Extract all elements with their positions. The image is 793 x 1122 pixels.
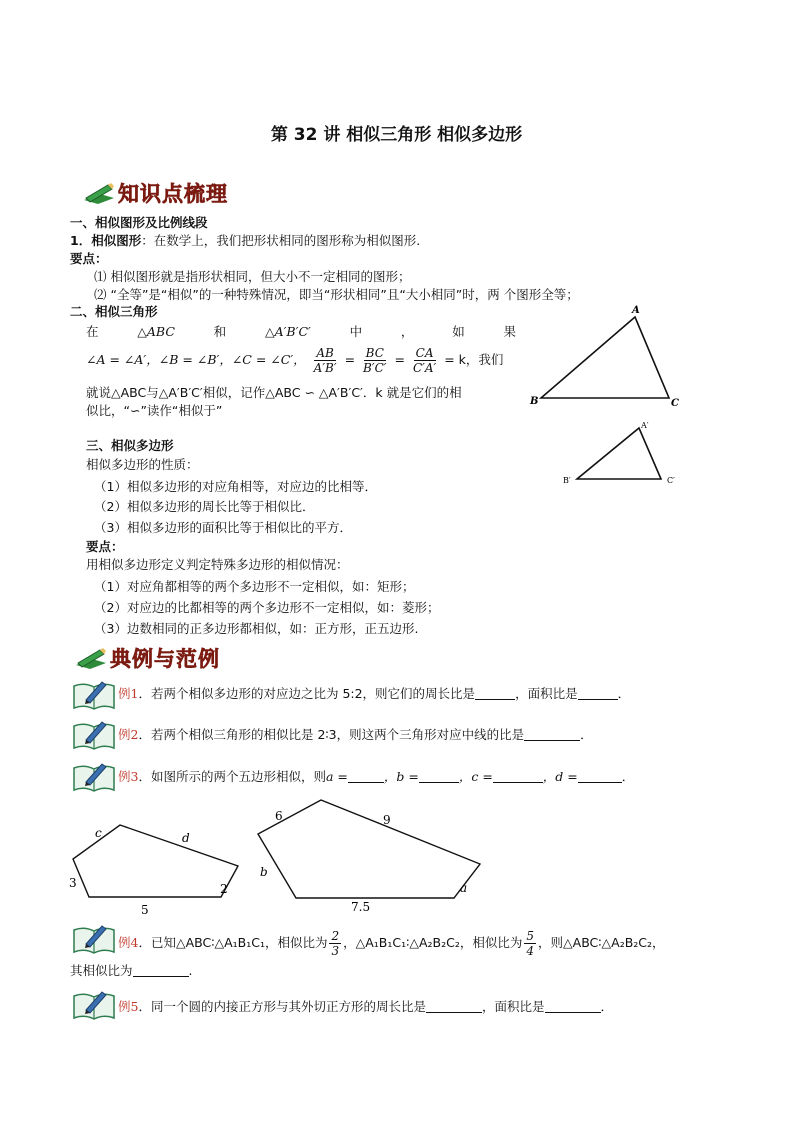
example-4 bbox=[118, 928, 665, 958]
numerator: 5 bbox=[526, 929, 535, 943]
label-d: d bbox=[182, 831, 190, 845]
section3-key1: （1）对应角都相等的两个多边形不一定相似，如：矩形； bbox=[94, 579, 415, 594]
example-text: ．同一个圆的内接正方形与其外切正方形的周长比是 bbox=[138, 999, 426, 1014]
label-c: c bbox=[95, 826, 102, 840]
example-word: 例 bbox=[118, 686, 131, 701]
similar-triangles-figure bbox=[525, 300, 700, 500]
example-text: ． bbox=[621, 769, 635, 784]
example-label bbox=[118, 999, 138, 1014]
answer-blank[interactable] bbox=[426, 999, 482, 1013]
example-4-line2 bbox=[70, 962, 193, 980]
section3-prop1: （1）相似多边形的对应角相等，对应边的比相等． bbox=[94, 479, 377, 494]
example-word: 例 bbox=[118, 769, 131, 784]
vertex-label-b: B bbox=[530, 396, 539, 407]
section3-props: 相似多边形的性质： bbox=[86, 457, 199, 472]
angle-equalities: ∠A = ∠A′，∠B = ∠B′，∠C = ∠C′， bbox=[86, 352, 306, 367]
example-word: 例 bbox=[118, 727, 131, 742]
definition-label: 1．相似图形 bbox=[70, 233, 142, 248]
word: 在 bbox=[86, 324, 99, 339]
word: 和 bbox=[213, 324, 227, 339]
example-text: ． bbox=[617, 686, 631, 701]
vertex-label-c: C bbox=[671, 398, 679, 409]
open-book-pencil-icon bbox=[72, 760, 116, 792]
example-number: 1 bbox=[130, 686, 139, 701]
answer-blank[interactable] bbox=[475, 686, 515, 700]
fraction-ca bbox=[411, 346, 438, 375]
example-number: 4 bbox=[130, 935, 139, 950]
knowledge-banner bbox=[82, 178, 262, 208]
open-book-pencil-icon bbox=[72, 988, 116, 1020]
example-text: ，则△ABC∶△A₂B₂C₂， bbox=[538, 935, 665, 950]
answer-blank[interactable] bbox=[578, 686, 618, 700]
definition-text: ：在数学上，我们把形状相同的图形称为相似图形. bbox=[141, 233, 421, 248]
answer-blank[interactable] bbox=[493, 769, 543, 783]
numerator: AB bbox=[316, 346, 334, 360]
answer-blank[interactable] bbox=[578, 769, 622, 783]
equals-k-text: = k，我们 bbox=[444, 352, 504, 367]
label-9: 9 bbox=[383, 813, 391, 827]
open-book-pencil-icon bbox=[72, 678, 116, 710]
example-1 bbox=[118, 685, 630, 703]
section3-intro: 用相似多边形定义判定特殊多边形的相似情况： bbox=[86, 557, 349, 572]
word: 中 bbox=[349, 324, 363, 339]
section3-heading: 三、相似多边形 bbox=[86, 438, 174, 453]
equals-sign: = bbox=[344, 352, 356, 367]
pencil-book-icon bbox=[82, 182, 116, 206]
open-book-pencil-icon bbox=[72, 922, 116, 954]
example-text: ．如图所示的两个五边形相似，则 bbox=[138, 769, 326, 784]
section2-line3: 就说△ABC与△A′B′C′相似，记作△ABC ∽ △A′B′C′．k 就是它们的相 bbox=[86, 385, 462, 400]
section2-heading: 二、相似三角形 bbox=[70, 304, 158, 319]
section3-prop2: （2）相似多边形的周长比等于相似比． bbox=[94, 499, 315, 514]
section1-point1: ⑴ 相似图形就是指形状相同，但大小不一定相同的图形； bbox=[94, 269, 411, 284]
equals-sign: = bbox=[394, 352, 405, 367]
section3-key2: （2）对应边的比都相等的两个多边形不一定相似，如：菱形； bbox=[94, 600, 440, 615]
denominator: C′A′ bbox=[412, 361, 437, 375]
denominator: A′B′ bbox=[313, 361, 337, 375]
section1-key-label: 要点： bbox=[70, 251, 108, 266]
denominator: B′C′ bbox=[363, 361, 387, 375]
label-2: 2 bbox=[220, 882, 228, 896]
example-text: ，△A₁B₁C₁∶△A₂B₂C₂，相似比为 bbox=[343, 935, 523, 950]
triangle-abc: △ABC bbox=[137, 324, 175, 339]
example-label bbox=[118, 935, 138, 950]
example-text: ． bbox=[600, 999, 614, 1014]
answer-blank[interactable] bbox=[524, 727, 580, 741]
example-text: ．已知△ABC∶△A₁B₁C₁，相似比为 bbox=[138, 935, 328, 950]
right-pentagon bbox=[258, 800, 480, 898]
example-2 bbox=[118, 726, 593, 744]
vertex-label-a: A bbox=[632, 305, 640, 316]
variable-d: ，d = bbox=[542, 769, 578, 784]
section1-heading: 一、相似图形及比例线段 bbox=[70, 215, 208, 230]
variable-b: ，b = bbox=[383, 769, 419, 784]
similar-pentagons-figure bbox=[62, 796, 492, 918]
variable-a: a = bbox=[325, 769, 348, 784]
example-text: ，面积比是 bbox=[515, 686, 578, 701]
section3-key-label: 要点： bbox=[86, 539, 124, 554]
word: 如 bbox=[452, 324, 465, 339]
answer-blank[interactable] bbox=[419, 769, 459, 783]
numerator: BC bbox=[365, 346, 384, 360]
section2-line1 bbox=[86, 323, 516, 341]
answer-blank[interactable] bbox=[348, 769, 384, 783]
variable-c: ，c = bbox=[458, 769, 493, 784]
word: ， bbox=[400, 324, 414, 339]
example-text: ．若两个相似三角形的相似比是 2∶3，则这两个三角形对应中线的比是 bbox=[138, 727, 525, 742]
page-title: 第 32 讲 相似三角形 相似多边形 bbox=[270, 125, 523, 145]
example-text: ，面积比是 bbox=[481, 999, 545, 1014]
denominator: 3 bbox=[331, 944, 340, 958]
example-word: 例 bbox=[118, 935, 131, 950]
example-number: 5 bbox=[130, 999, 139, 1014]
example-label bbox=[118, 727, 138, 742]
example-label bbox=[118, 769, 138, 784]
label-b: b bbox=[260, 865, 268, 879]
open-book-pencil-icon bbox=[72, 718, 116, 750]
section1-point2: ⑵ “全等”是“相似”的一种特殊情况，即当“形状相同”且“大小相同”时，两 个图形全等； bbox=[94, 287, 579, 302]
triangle-abc-shape bbox=[541, 317, 669, 398]
section2-line4: 似比，“∽”读作“相似于” bbox=[86, 403, 223, 418]
section3-prop3: （3）相似多边形的面积比等于相似比的平方． bbox=[94, 520, 352, 535]
section2-line2 bbox=[86, 343, 503, 377]
example-5 bbox=[118, 998, 613, 1016]
word: 果 bbox=[503, 324, 516, 339]
label-6: 6 bbox=[275, 809, 283, 823]
answer-blank[interactable] bbox=[545, 999, 601, 1013]
example-text: ． bbox=[580, 727, 593, 742]
pencil-book-icon bbox=[74, 647, 108, 671]
label-7-5: 7.5 bbox=[351, 900, 371, 914]
ratio-fraction-2 bbox=[524, 929, 536, 958]
section1-definition bbox=[70, 232, 420, 250]
example-label bbox=[118, 686, 138, 701]
label-3: 3 bbox=[69, 876, 77, 890]
triangle-abc-prime: △A′B′C′ bbox=[264, 324, 311, 339]
examples-banner bbox=[74, 643, 274, 673]
section3-key3: （3）边数相同的正多边形都相似，如：正方形，正五边形. bbox=[94, 621, 419, 636]
example-text: ．若两个相似多边形的对应边之比为 5:2，则它们的周长比是 bbox=[138, 686, 476, 701]
example-3 bbox=[118, 768, 634, 786]
knowledge-banner-text: 知识点梳理 bbox=[118, 182, 228, 206]
numerator: CA bbox=[415, 346, 434, 360]
vertex-label-a-prime: A′ bbox=[641, 421, 649, 430]
examples-banner-text: 典例与范例 bbox=[110, 647, 220, 671]
example-text: 其相似比为 bbox=[70, 963, 133, 978]
numerator: 2 bbox=[331, 929, 340, 943]
label-5: 5 bbox=[141, 903, 149, 917]
example-number: 3 bbox=[130, 769, 139, 784]
example-number: 2 bbox=[130, 727, 139, 742]
example-text: . bbox=[188, 963, 193, 978]
vertex-label-b-prime: B′ bbox=[563, 476, 571, 485]
vertex-label-c-prime: C′ bbox=[667, 476, 675, 485]
fraction-bc bbox=[361, 346, 388, 375]
example-word: 例 bbox=[118, 999, 131, 1014]
ratio-fraction-1 bbox=[329, 929, 341, 958]
fraction-ab bbox=[312, 346, 339, 375]
denominator: 4 bbox=[526, 944, 535, 958]
label-a: a bbox=[460, 881, 468, 895]
answer-blank[interactable] bbox=[133, 963, 189, 977]
triangle-abc-prime-shape bbox=[577, 428, 661, 479]
